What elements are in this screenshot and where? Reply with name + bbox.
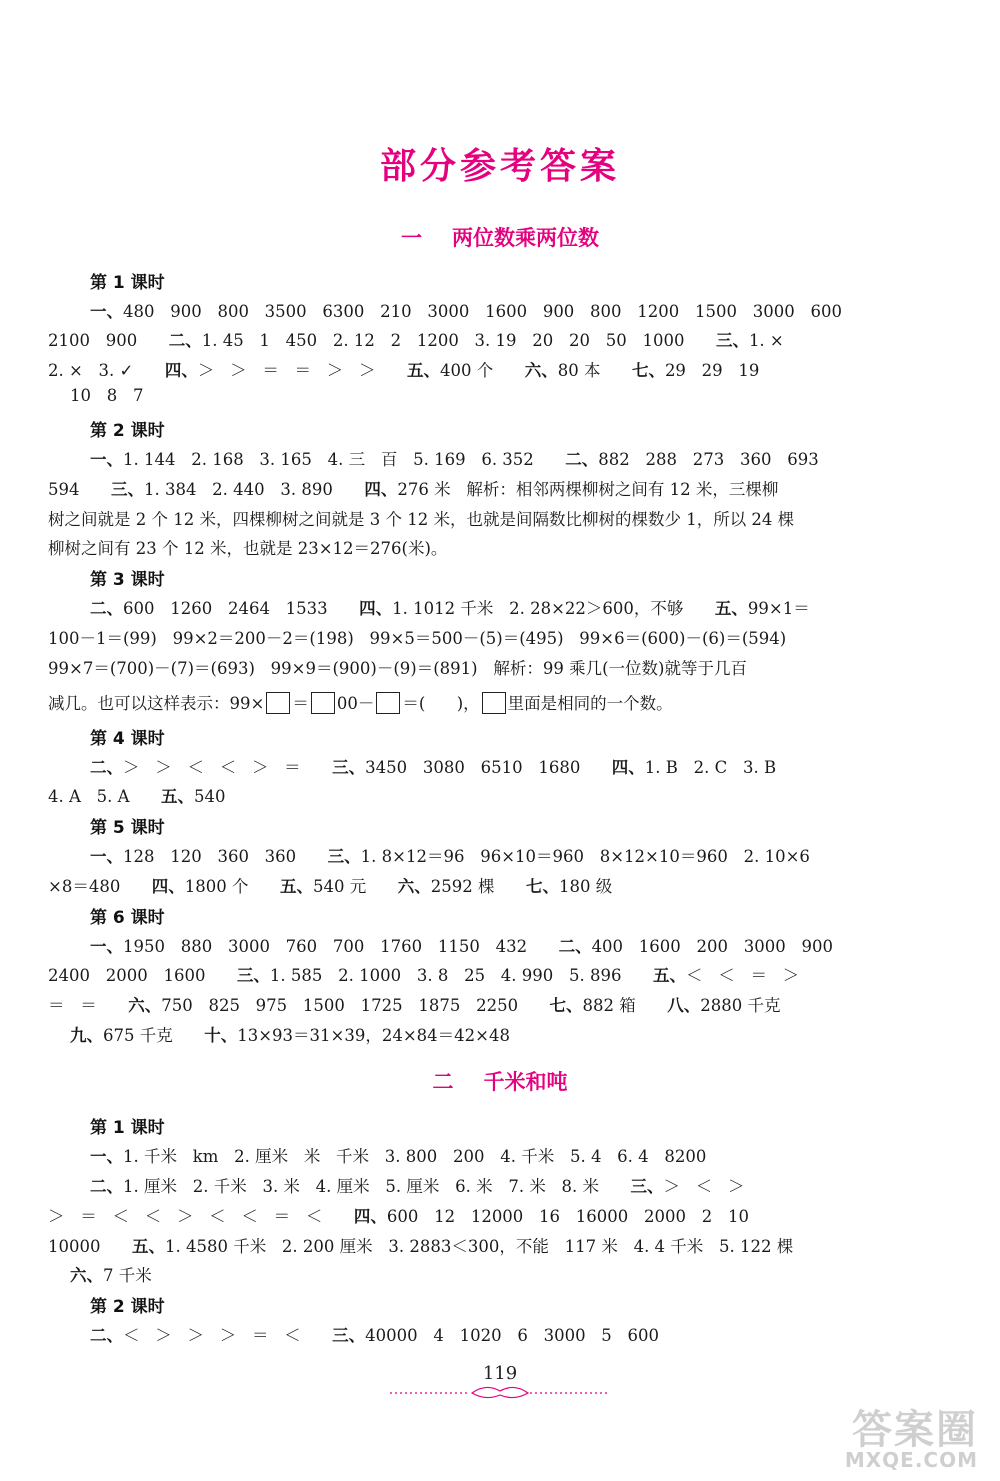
section-label: 三、 xyxy=(715,331,749,350)
answer-line xyxy=(90,754,776,778)
section-label: 一、 xyxy=(90,937,123,956)
answer-text: 180 级 xyxy=(558,877,613,896)
blank-box xyxy=(311,692,335,714)
answer-text: 594 xyxy=(48,480,111,499)
section-label: 一、 xyxy=(90,1147,123,1166)
answer-text: 2400 2000 1600 xyxy=(48,966,237,985)
answer-line xyxy=(70,1022,510,1046)
watermark-logo xyxy=(832,1398,982,1474)
section-label: 三、 xyxy=(236,966,270,985)
lesson-heading: 第 6 课时 xyxy=(90,908,165,928)
section-label: 十、 xyxy=(204,1026,238,1045)
answer-line xyxy=(90,298,842,322)
answer-text: 29 29 19 xyxy=(664,361,760,380)
answer-text: 882 箱 xyxy=(582,996,668,1015)
chapter-heading xyxy=(0,1066,1000,1096)
answer-text: 540 元 xyxy=(313,877,398,896)
watermark-url: MXQE.COM xyxy=(844,1448,978,1472)
answer-line xyxy=(70,1262,152,1286)
section-label: 一、 xyxy=(90,302,123,321)
answer-text: 里面是相同的一个数。 xyxy=(507,694,673,713)
answer-line xyxy=(48,327,784,351)
footer-ornament xyxy=(390,1383,610,1403)
answer-text: 600 12 12000 16 16000 2000 2 10 xyxy=(386,1207,749,1226)
answer-text: 1950 880 3000 760 700 1760 1150 432 xyxy=(123,937,559,956)
answer-line xyxy=(48,962,799,986)
section-label: 六、 xyxy=(70,1266,103,1285)
section-label: 四、 xyxy=(364,480,398,499)
answer-text: 400 1600 200 3000 900 xyxy=(591,937,833,956)
answer-text: ＜ ＜ ＝ ＞ xyxy=(685,966,800,985)
section-label: 二、 xyxy=(558,937,592,956)
answer-text: 10000 xyxy=(48,1237,132,1256)
section-label: 四、 xyxy=(611,758,645,777)
answer-text: 减几。也可以这样表示：99× xyxy=(48,694,265,713)
answer-text: 882 288 273 360 693 xyxy=(598,450,819,469)
section-label: 四、 xyxy=(151,877,185,896)
section-label: 六、 xyxy=(397,877,431,896)
answer-text: ＞ ＞ ＜ ＜ ＞ ＝ xyxy=(123,758,333,777)
answer-text: 750 825 975 1500 1725 1875 2250 xyxy=(161,996,550,1015)
answer-line xyxy=(48,690,673,714)
section-label: 二、 xyxy=(90,758,123,777)
section-label: 五、 xyxy=(714,599,748,618)
answer-text: 2. × 3. ✓ xyxy=(48,361,165,380)
section-label: 一、 xyxy=(90,847,123,866)
lesson-heading: 第 4 课时 xyxy=(90,729,165,749)
section-label: 五、 xyxy=(161,787,195,806)
answer-line: 树之间就是 2 个 12 米，四棵柳树之间就是 3 个 12 米，也就是间隔数比柳树的棵数少 1，所以 24 棵 xyxy=(48,510,795,529)
answer-text: 276 米 解析：相邻两棵柳树之间有 12 米，三棵柳 xyxy=(397,480,779,499)
answer-text: 1. 585 2. 1000 3. 8 25 4. 990 5. 896 xyxy=(269,966,653,985)
answer-text: 7 千米 xyxy=(103,1266,152,1285)
page-title: 部分参考答案 xyxy=(379,146,620,187)
section-label: 三、 xyxy=(110,480,144,499)
lesson-heading: 第 2 课时 xyxy=(90,421,165,441)
answer-text: ×8＝480 xyxy=(48,877,152,896)
answer-line xyxy=(90,1322,659,1346)
section-label: 七、 xyxy=(631,361,665,380)
section-label: 五、 xyxy=(652,966,686,985)
section-label: 一、 xyxy=(90,450,123,469)
chapter-title: 两位数乘两位数 xyxy=(452,226,599,250)
section-label: 六、 xyxy=(128,996,162,1015)
answer-text: 600 1260 2464 1533 xyxy=(123,599,360,618)
page-number: 119 xyxy=(482,1363,518,1384)
answer-text: 1. 144 2. 168 3. 165 4. 三 百 5. 169 6. 352 xyxy=(123,450,566,469)
answer-text: ＞ ＝ ＜ ＜ ＞ ＜ ＜ ＝ ＜ xyxy=(48,1207,354,1226)
section-label: 三、 xyxy=(332,1326,366,1345)
section-label: 四、 xyxy=(353,1207,387,1226)
answer-line xyxy=(48,992,781,1016)
section-label: 七、 xyxy=(549,996,583,1015)
section-label: 九、 xyxy=(70,1026,103,1045)
answer-text: 99×1＝ xyxy=(747,599,810,618)
answer-text: 13×93＝31×39，24×84＝42×48 xyxy=(237,1026,510,1045)
section-label: 二、 xyxy=(565,450,599,469)
section-label: 四、 xyxy=(359,599,393,618)
section-label: 二、 xyxy=(90,599,123,618)
answer-line xyxy=(48,873,612,897)
blank-box xyxy=(266,692,290,714)
section-label: 五、 xyxy=(131,1237,165,1256)
answer-text: ＞ ＜ ＞ xyxy=(663,1177,745,1196)
lesson-heading: 第 3 课时 xyxy=(90,570,165,590)
answer-text: 1. 8×12＝96 96×10＝960 8×12×10＝960 2. 10×6 xyxy=(360,847,810,866)
section-label: 二、 xyxy=(90,1177,123,1196)
section-label: 七、 xyxy=(525,877,559,896)
answer-text: 2100 900 xyxy=(48,331,169,350)
chapter-title: 千米和吨 xyxy=(483,1070,568,1094)
answer-text: 540 xyxy=(194,787,226,806)
answer-line xyxy=(90,843,810,867)
answer-text: 2592 棵 xyxy=(430,877,526,896)
lesson-heading: 第 5 课时 xyxy=(90,818,165,838)
answer-line xyxy=(90,1143,706,1167)
answer-line: 柳树之间有 23 个 12 米，也就是 23×12＝276(米)。 xyxy=(48,539,448,558)
answer-line xyxy=(48,357,759,381)
section-label: 二、 xyxy=(168,331,202,350)
answer-text: 400 个 xyxy=(440,361,525,380)
section-label: 六、 xyxy=(524,361,558,380)
answer-line: 10 8 7 xyxy=(70,386,144,405)
answer-text: 1. 45 1 450 2. 12 2 1200 3. 19 20 20 50 1000 xyxy=(201,331,716,350)
answer-line xyxy=(48,476,778,500)
answer-text: 1. 厘米 2. 千米 3. 米 4. 厘米 5. 厘米 6. 米 7. 米 8. 米 xyxy=(123,1177,631,1196)
section-label: 四、 xyxy=(164,361,198,380)
lesson-heading: 第 1 课时 xyxy=(90,1118,165,1138)
section-label: 三、 xyxy=(327,847,361,866)
answer-text: 1. 千米 km 2. 厘米 米 千米 3. 800 200 4. 千米 5. 4 6. 4 8200 xyxy=(123,1147,707,1166)
watermark-text: 答案圈 xyxy=(852,1407,978,1453)
chapter-number: 一 xyxy=(401,226,422,250)
answer-text: ＝ ＝ xyxy=(48,996,129,1015)
lesson-heading: 第 1 课时 xyxy=(90,273,165,293)
answer-text: ＝ xyxy=(292,694,309,713)
answer-line xyxy=(48,1233,793,1257)
answer-text: 80 本 xyxy=(557,361,632,380)
answer-text: ＜ ＞ ＞ ＞ ＝ ＜ xyxy=(123,1326,333,1345)
answer-text: 1. 384 2. 440 3. 890 xyxy=(143,480,365,499)
answer-line: 100－1＝(99) 99×2＝200－2＝(198) 99×5＝500－(5)＝(495) 99×6＝(600)－(6)＝(594) xyxy=(48,629,787,648)
section-label: 五、 xyxy=(407,361,440,380)
answer-text: 480 900 800 3500 6300 210 3000 1600 900 800 1200 1500 3000 600 xyxy=(123,302,842,321)
answer-line xyxy=(48,783,226,807)
answer-line xyxy=(90,1173,745,1197)
answer-text: 675 千克 xyxy=(103,1026,205,1045)
answer-text: 4. A 5. A xyxy=(48,787,162,806)
section-label: 三、 xyxy=(332,758,366,777)
answer-text: 3450 3080 6510 1680 xyxy=(365,758,612,777)
chapter-number: 二 xyxy=(432,1070,454,1094)
answer-line xyxy=(90,933,833,957)
answer-text: 128 120 360 360 xyxy=(123,847,328,866)
section-label: 八、 xyxy=(667,996,701,1015)
answer-text: ＞ ＞ ＝ ＝ ＞ ＞ xyxy=(197,361,407,380)
lesson-heading: 第 2 课时 xyxy=(90,1297,165,1317)
answer-text: 1. × xyxy=(748,331,784,350)
section-label: 三、 xyxy=(630,1177,664,1196)
answer-line xyxy=(48,1203,749,1227)
answer-text: 1800 个 xyxy=(184,877,281,896)
chapter-heading xyxy=(0,222,1000,252)
answer-text: ＝( )， xyxy=(402,694,480,713)
answer-text: 2880 千克 xyxy=(700,996,781,1015)
answer-text: 1. 4580 千米 2. 200 厘米 3. 2883＜300，不能 117 米 4. 4 千米 5. 122 棵 xyxy=(164,1237,794,1256)
answer-text: 1. B 2. C 3. B xyxy=(644,758,777,777)
blank-box xyxy=(482,692,506,714)
blank-box xyxy=(376,692,400,714)
answer-line: 99×7＝(700)－(7)＝(693) 99×9＝(900)－(9)＝(891) 解析：99 乘几(一位数)就等于几百 xyxy=(48,659,747,678)
answer-text: 1. 1012 千米 2. 28×22＞600，不够 xyxy=(392,599,715,618)
section-label: 二、 xyxy=(90,1326,123,1345)
answer-text: 00－ xyxy=(336,694,375,713)
answer-line xyxy=(90,446,819,470)
answer-text: 40000 4 1020 6 3000 5 600 xyxy=(365,1326,660,1345)
section-label: 五、 xyxy=(280,877,314,896)
answer-line xyxy=(90,595,810,619)
